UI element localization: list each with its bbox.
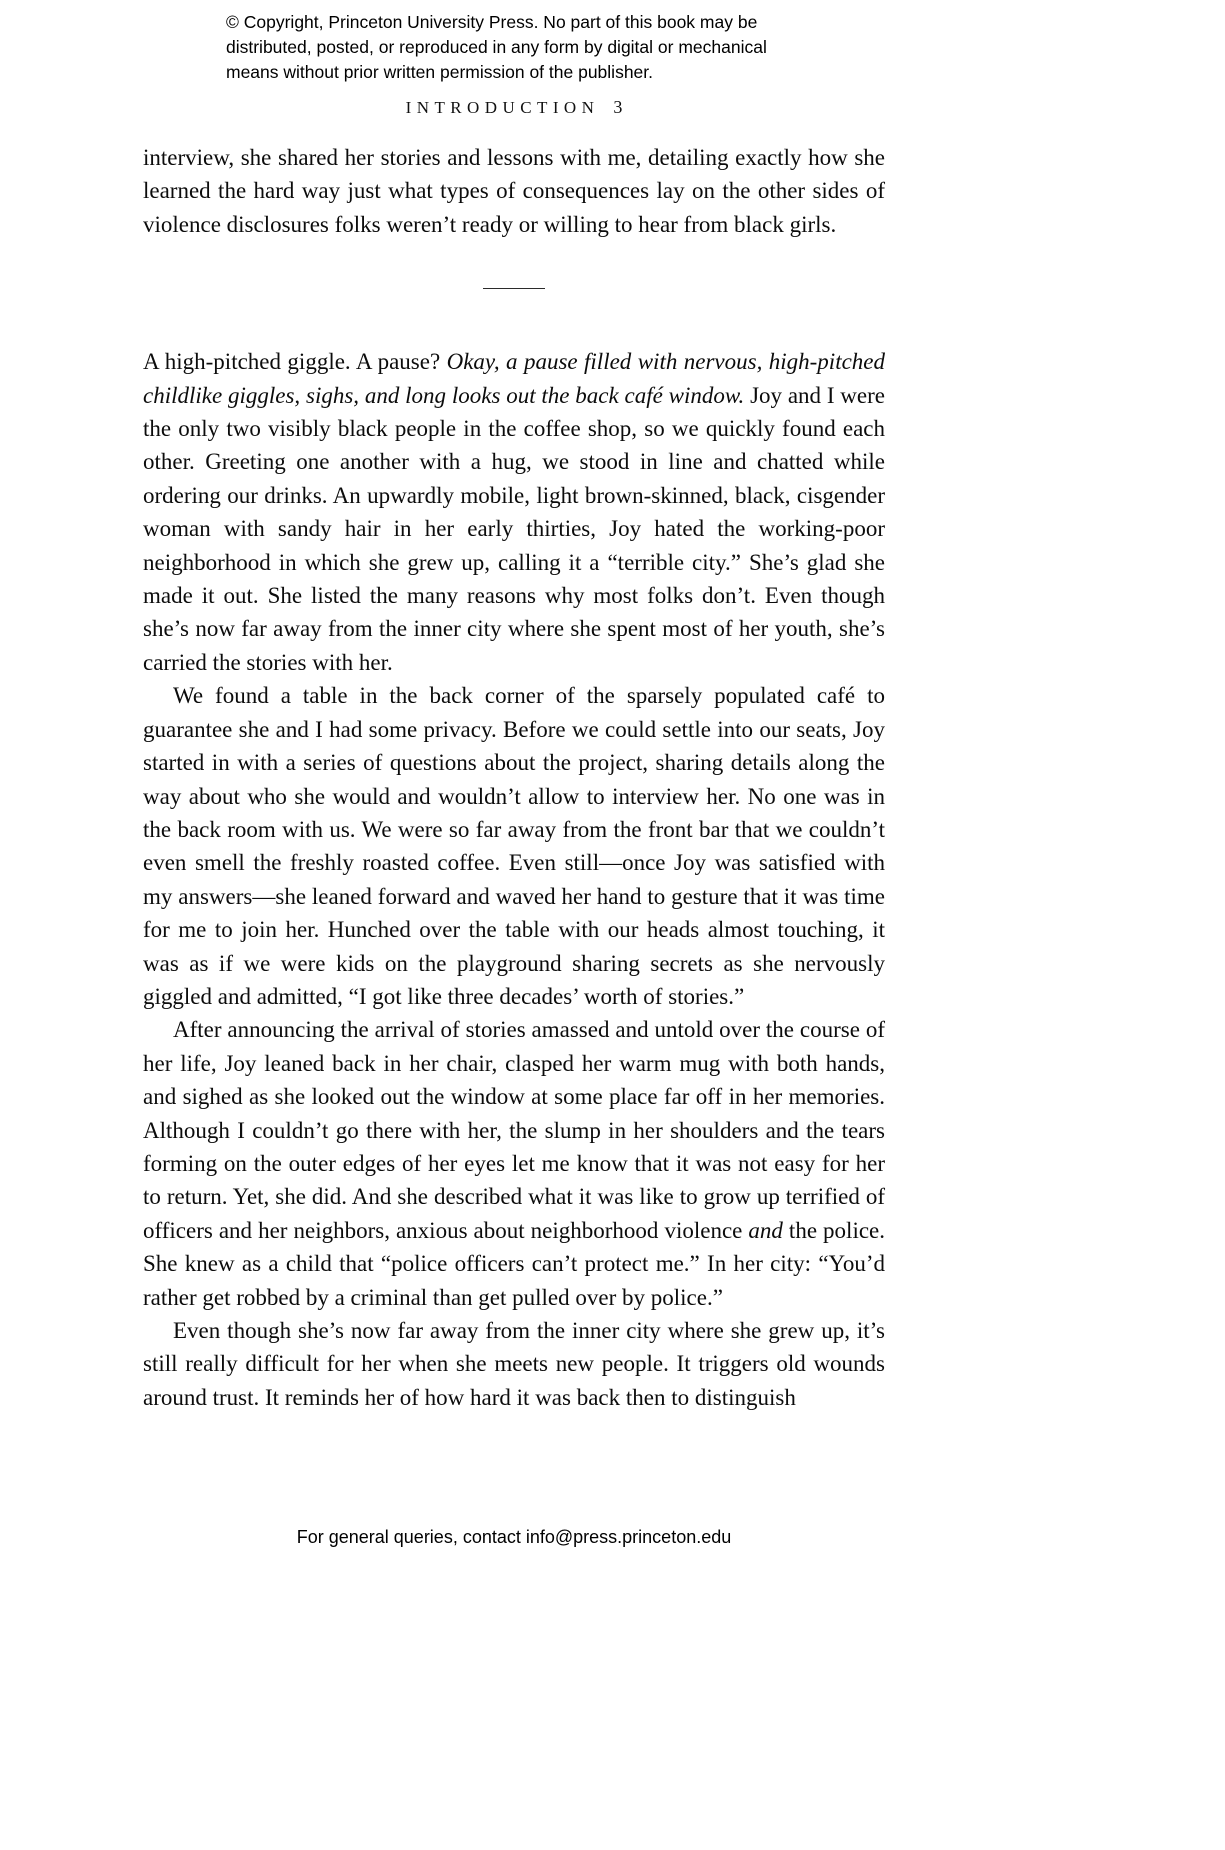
page-body <box>143 141 885 1414</box>
chapter-title: INTRODUCTION <box>405 98 600 117</box>
section-break-rule <box>483 288 545 289</box>
page-footer <box>143 1527 885 1548</box>
copyright-notice <box>226 10 836 85</box>
running-head <box>143 97 885 118</box>
copyright-line: means without prior written permission of the publisher. <box>226 62 654 83</box>
text-run: the police. She knew as a child that “police officers can’t protect me.” In her city: “You’d rather get robbed by a criminal than get pulled over by police.” <box>143 1217 886 1310</box>
italic-text-run: and <box>748 1217 783 1243</box>
paragraph-trust: Even though she’s now far away from the inner city where she grew up, it’s still really difficult for her when she meets new people. It triggers old wounds around trust. It reminds her of how hard it was back then to distinguish <box>143 1318 885 1410</box>
text-run: Joy and I were the only two visibly black people in the coffee shop, so we quickly found each other. Greeting one another with a hug, we stood in line and chatted while ordering our drinks. An upwardly mobile, light brown-skinned, black, cisgender woman with sandy hair in her early thirties, Joy hated the working-poor neighborhood in which she grew up, calling it a “terrible city.” She’s glad she made it out. She listed the many reasons why most folks don’t. Even though she’s now far away from the inner city where she spent most of her youth, she’s carried the stories with her. <box>143 382 885 675</box>
contact-line: For general queries, contact info@press.princeton.edu <box>296 1527 732 1547</box>
paragraph-back-table: We found a table in the back corner of the sparsely populated café to guarantee she and I had some privacy. Before we could settle into our seats, Joy started in with a series of questions about the project, sharing details along the way about who she would and wouldn’t allow to interview her. No one was in the back room with us. We were so far away from the front bar that we couldn’t even smell the freshly roasted coffee. Even still—once Joy was satisfied with my answers—she leaned forward and waved her hand to gesture that it was time for me to join her. Hunched over the table with our heads almost touching, it was as if we were kids on the playground sharing secrets as she nervously giggled and admitted, “I got like three decades’ worth of stories.” <box>143 683 885 1009</box>
italic-text-run: Okay, a pause filled with nervous, high-pitched childlike giggles, sighs, and long looks out the back café window. <box>143 349 885 408</box>
page-number: 3 <box>613 97 623 117</box>
copyright-line: distributed, posted, or reproduced in any form by digital or mechanical <box>226 37 767 58</box>
text-run: After announcing the arrival of stories amassed and untold over the course of her life, Joy leaned back in her chair, clasped her warm mug with both hands, and sighed as she looked out the window at some place far off in her memories. Although I couldn’t go there with her, the slump in her shoulders and the tears forming on the outer edges of her eyes let me know that it was not easy for her to return. Yet, she did. And she described what it was like to grow up terrified of officers and her neighbors, anxious about neighborhood violence <box>143 1017 885 1243</box>
copyright-line: © Copyright, Princeton University Press. No part of this book may be <box>226 12 758 32</box>
text-run: A high-pitched giggle. A pause? <box>143 349 447 375</box>
paragraph-continuation: interview, she shared her stories and lessons with me, detailing exactly how she learned the hard way just what types of consequences lay on the other sides of violence disclosures folks weren’t ready or willing to hear from black girls. <box>143 145 885 237</box>
paragraph-cafe-meeting <box>143 345 885 679</box>
paragraph-stories <box>143 1013 885 1314</box>
